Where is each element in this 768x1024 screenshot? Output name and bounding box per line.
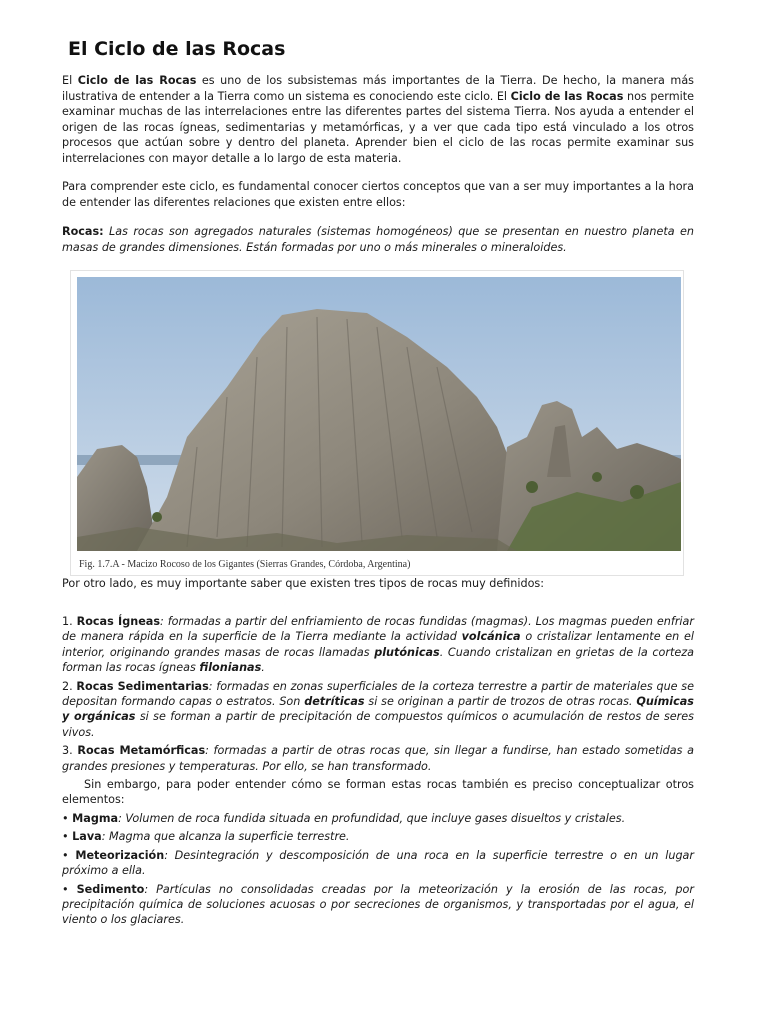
rock-massif-image (77, 277, 681, 551)
figure-rock-photo (70, 270, 684, 576)
definition-magma: • Magma: Volumen de roca fundida situada en profundidad, que incluye gases disueltos y cristales. (62, 811, 626, 825)
list-item-igneas: 1. Rocas Ígneas: formadas a partir del enfriamiento de rocas fundidas (magmas). Los magmas pueden enfriar de manera rápida en la superficie de la Tierra mediante la actividad volcánica o cristalizar lentamente en el interior, originando grandes masas de rocas llamadas plutónicas. Cuando cristalizan en grietas de la corteza forman las rocas ígneas filonianas. (62, 615, 694, 675)
intro-paragraph: El Ciclo de las Rocas es uno de los subsistemas más importantes de la Tierra. De hecho, la manera más ilustrativa de entender a la Tierra como un sistema es conociendo este ciclo. El Ciclo de las Rocas nos permite examinar muchas de las interrelaciones entre las diferentes partes del sistema Tierra. Nos ayuda a entender el origen de las rocas ígneas, sedimentarias y metamórficas, y a ver que cada tipo está vinculado a los otros procesos que actúan sobre y dentro del planeta. Aprender bien el ciclo de las rocas permite examinar sus interrelaciones con mayor detalle a lo largo de esta materia. (62, 74, 694, 165)
list-item-metamorficas: 3. Rocas Metamórficas: formadas a partir de otras rocas que, sin llegar a fundirse, han estado sometidas a grandes presiones y temperaturas. Por ello, se han transformado. (62, 744, 694, 773)
rocas-definition: Rocas: Las rocas son agregados naturales (sistemas homogéneos) que se presentan en nuestro planeta en masas de grandes dimensiones. Están formadas por uno o más minerales o mineraloides. (62, 225, 694, 254)
definition-lava: • Lava: Magma que alcanza la superficie terrestre. (62, 830, 350, 844)
figure-caption: Fig. 1.7.A - Macizo Rocoso de los Gigantes (Sierras Grandes, Córdoba, Argentina) (79, 559, 411, 570)
rocas-term: Rocas: (62, 225, 104, 238)
list-item-sedimentarias: 2. Rocas Sedimentarias: formadas en zonas superficiales de la corteza terrestre a partir de materiales que se depositan formando capas o estratos. Son detríticas si se originan a partir de trozos de otras rocas. Químicas y orgánicas si se forman a partir de precipitación de compuestos químicos o acumulación de restos de seres vivos. (62, 679, 694, 739)
types-intro: Por otro lado, es muy importante saber que existen tres tipos de rocas muy definidos: (62, 577, 545, 590)
sin-embargo-paragraph: Sin embargo, para poder entender cómo se forman estas rocas también es preciso conceptualizar otros elementos: (62, 778, 694, 807)
definition-sedimento: • Sedimento: Partículas no consolidadas creadas por la meteorización y la erosión de las rocas, por precipitación química de soluciones acuosas o por secreciones de organismos, y transportadas por el agua, el viento o los glaciares. (62, 882, 694, 927)
definition-meteorizacion: • Meteorización: Desintegración y descomposición de una roca en la superficie terrestre o en un lugar próximo a ella. (62, 848, 694, 878)
concepts-paragraph: Para comprender este ciclo, es fundamental conocer ciertos conceptos que van a ser muy importantes a la hora de entender las diferentes relaciones que existen entre ellos: (62, 180, 694, 209)
rock-types-list (62, 614, 694, 931)
page-title: El Ciclo de las Rocas (68, 38, 286, 60)
